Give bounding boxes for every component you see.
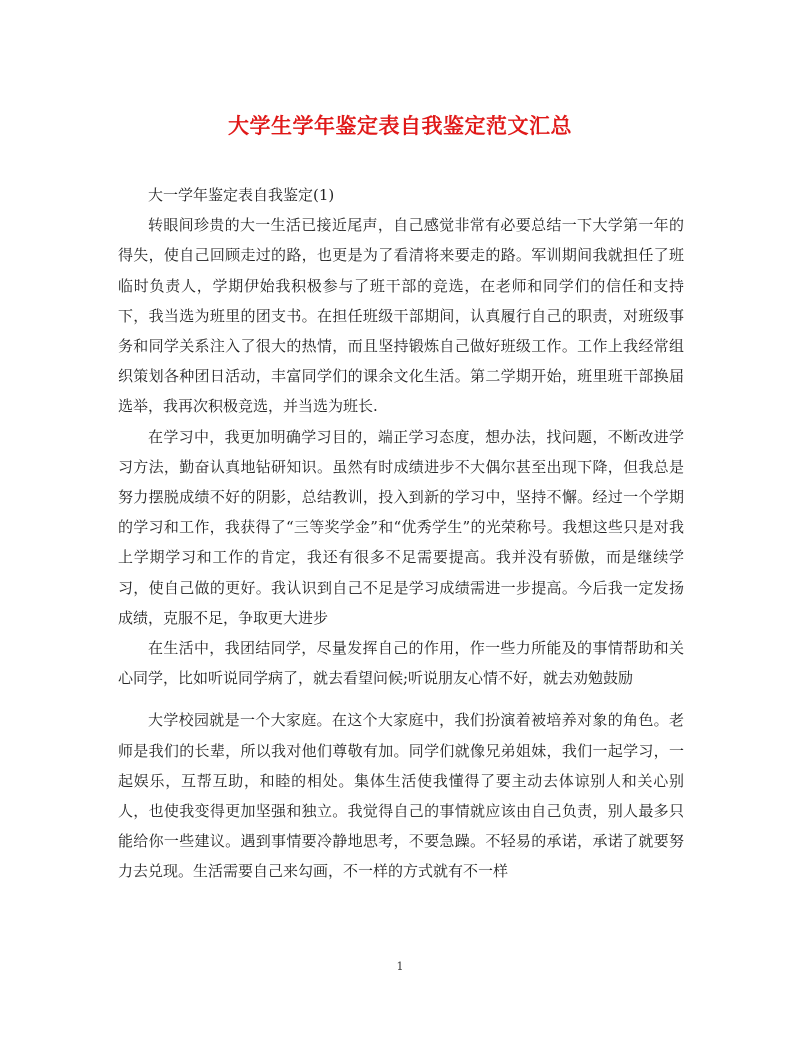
paragraph-4: 大学校园就是一个大家庭。在这个大家庭中，我们扮演着被培养对象的角色。老师是我们的长辈，所以我对他们尊敬有加。同学们就像兄弟姐妹，我们一起学习，一起娱乐，互帮互助，和睦的相处。集体生活使我懂得了要主动去体谅别人和关心别人，也使我变得更加坚强和独立。我觉得自己的事情就应该由自己负责，别人最多只能给你一些建议。遇到事情要冷静地思考，不要急躁。不轻易的承诺，承诺了就要努力去兑现。生活需要自己来勾画，不一样的方式就有不一样 bbox=[118, 711, 684, 881]
page-number: 1 bbox=[396, 960, 404, 973]
paragraph-3: 在生活中，我团结同学，尽量发挥自己的作用，作一些力所能及的事情帮助和关心同学，比如听说同学病了，就去看望问候;听说朋友心情不好，就去劝勉鼓励 bbox=[118, 639, 684, 688]
paragraph-1: 转眼间珍贵的大一生活已接近尾声，自己感觉非常有必要总结一下大学第一年的得失，使自己回顾走过的路，也更是为了看清将来要走的路。军训期间我就担任了班临时负责人，学期伊始我积极参与了班干部的竞选，在老师和同学们的信任和支持下，我当选为班里的团支书。在担任班级干部期间，认真履行自己的职责，对班级事务和同学关系注入了很大的热情，而且坚持锻炼自己做好班级工作。工作上我经常组织策划各种团日活动，丰富同学们的课余文化生活。第二学期开始，班里班干部换届选举，我再次积极竞选，并当选为班长. bbox=[118, 216, 684, 416]
section-heading: 大一学年鉴定表自我鉴定(1) bbox=[148, 186, 335, 204]
document-body bbox=[118, 180, 684, 887]
document-title: 大学生学年鉴定表自我鉴定范文汇总 bbox=[228, 114, 572, 138]
paragraph-2: 在学习中，我更加明确学习目的，端正学习态度，想办法，找问题，不断改进学习方法，勤奋认真地钻研知识。虽然有时成绩进步不大偶尔甚至出现下降，但我总是努力摆脱成绩不好的阴影，总结教训，投入到新的学习中，坚持不懈。经过一个学期的学习和工作，我获得了“三等奖学金”和“优秀学生”的光荣称号。我想这些只是对我上学期学习和工作的肯定，我还有很多不足需要提高。我并没有骄傲，而是继续学习，使自己做的更好。我认识到自己不足是学习成绩需进一步提高。今后我一定发扬成绩，克服不足，争取更大进步 bbox=[118, 427, 684, 627]
